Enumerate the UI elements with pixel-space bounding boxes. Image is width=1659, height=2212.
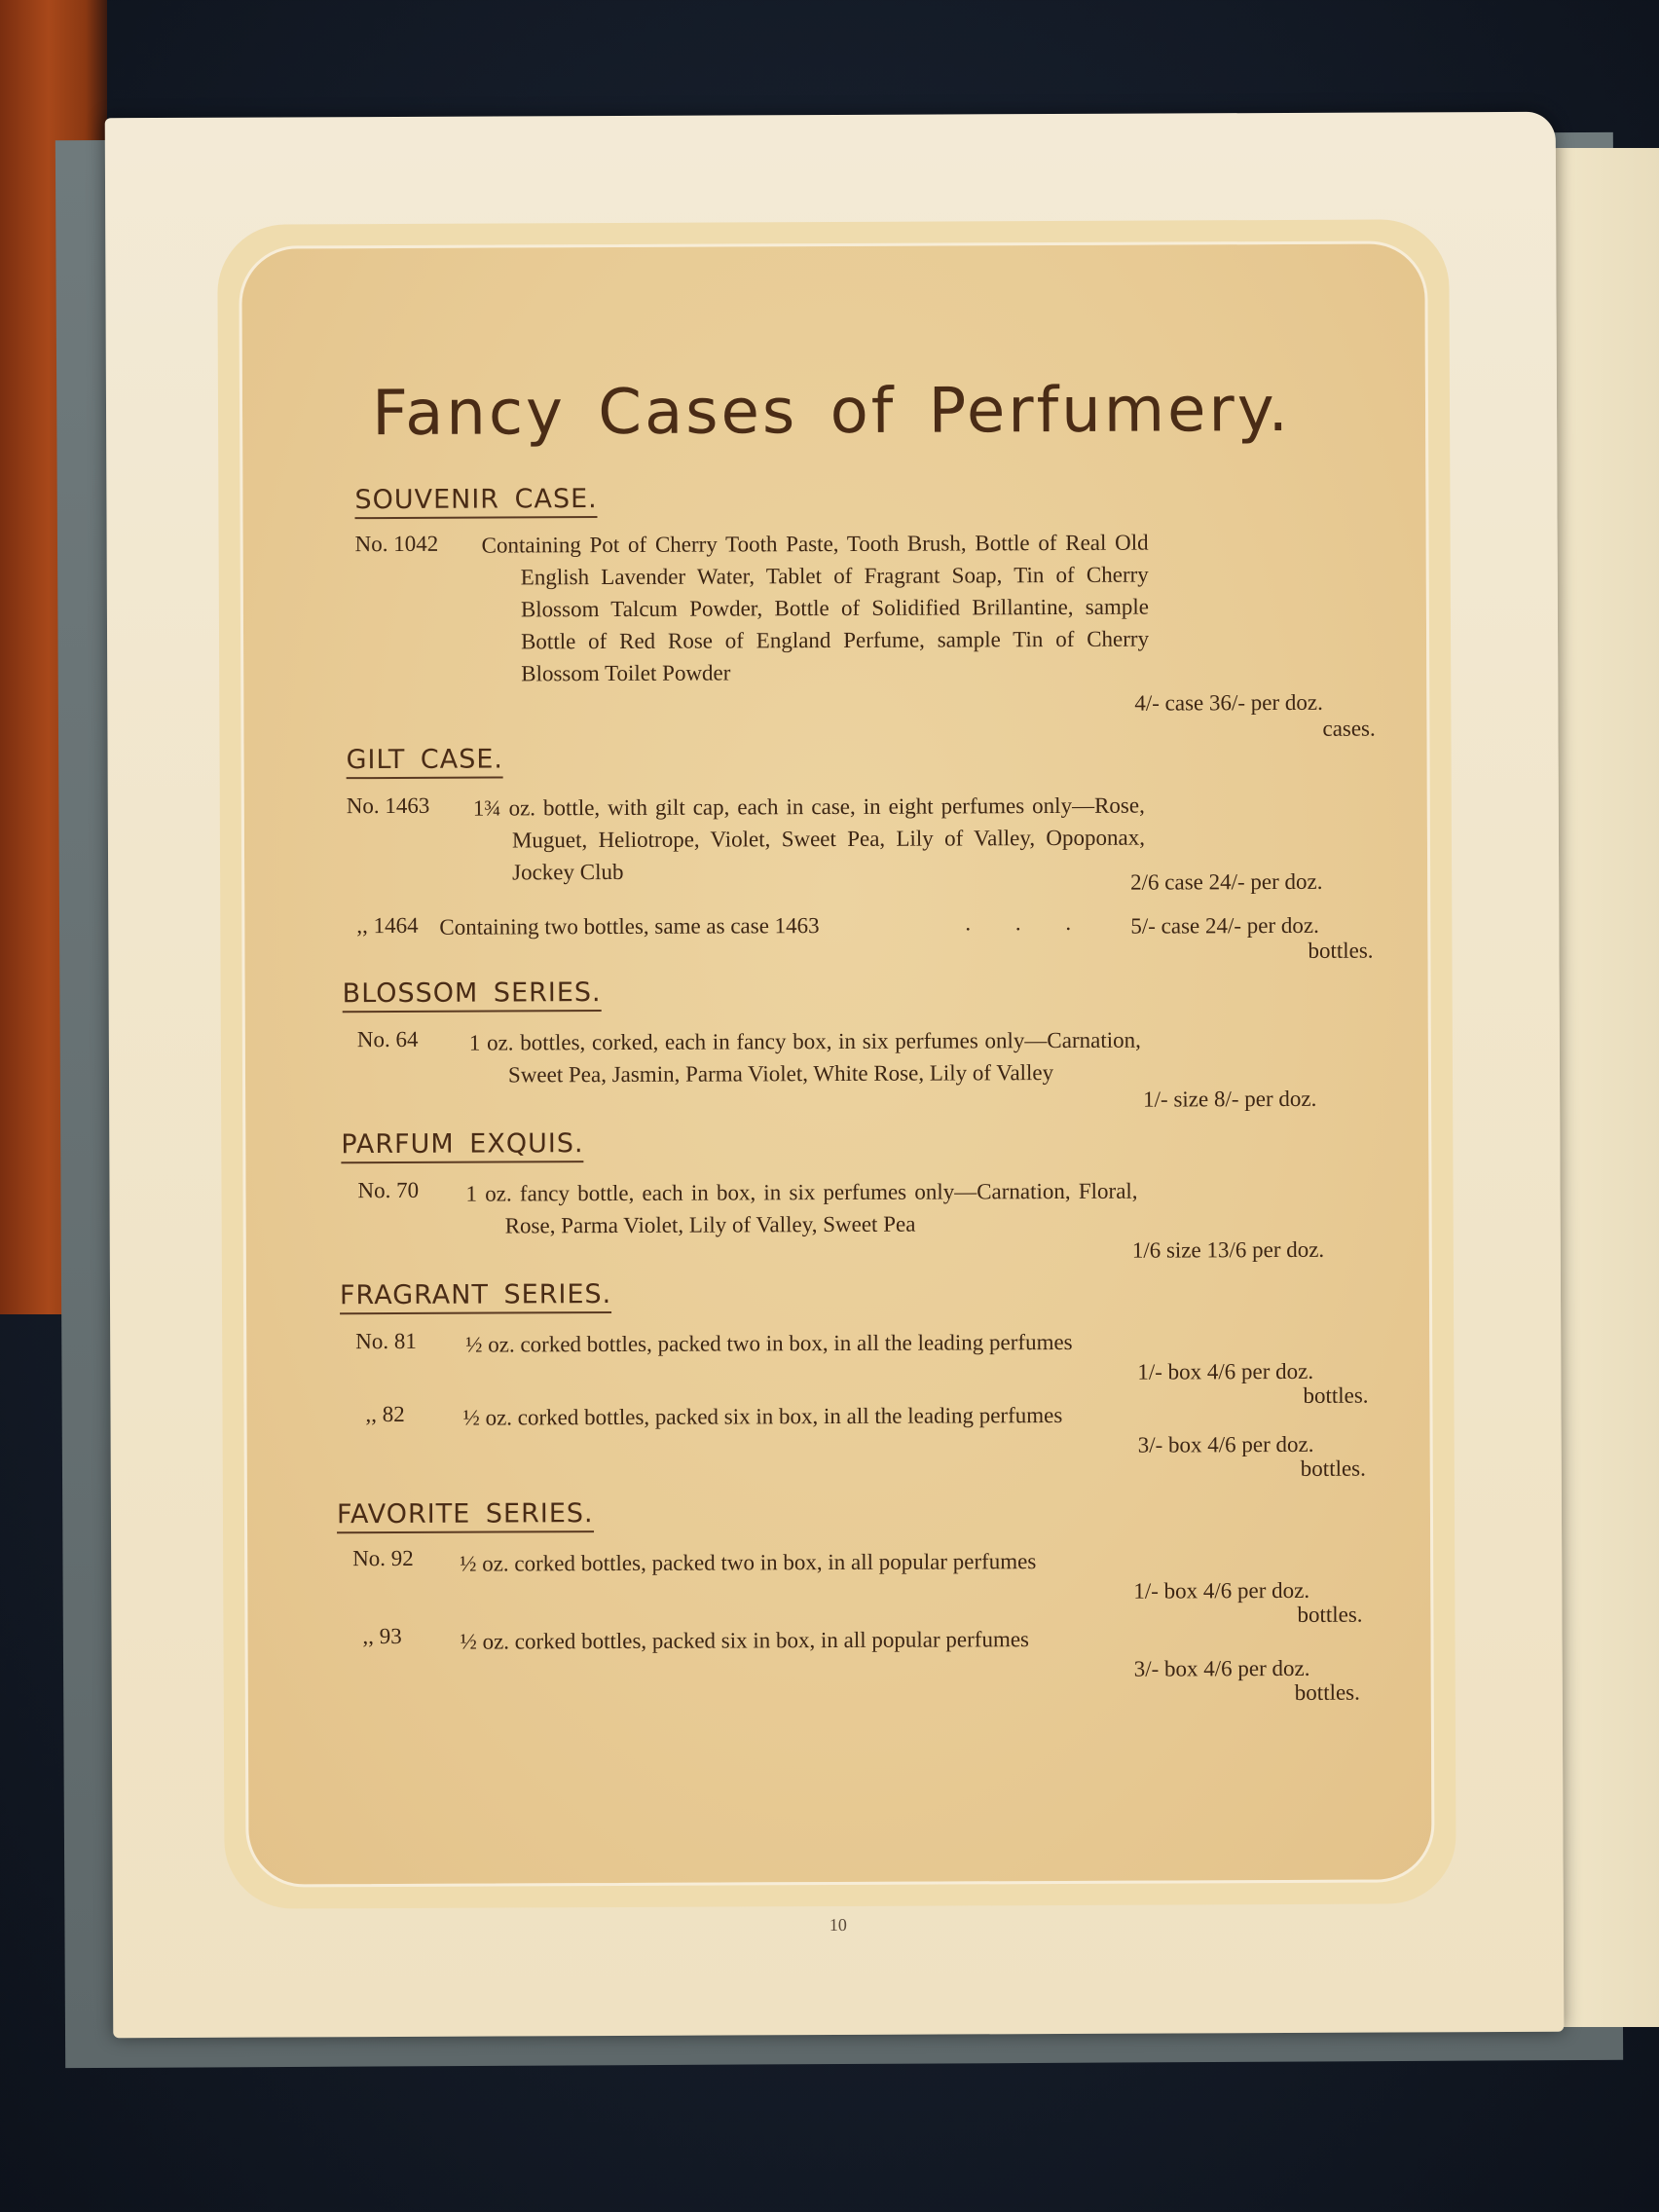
item-number: No. 81 (355, 1328, 417, 1354)
catalogue-page (105, 112, 1565, 2038)
section-heading-favorite: FAVORITE SERIES. (337, 1498, 594, 1533)
item-price-unit: bottles. (1303, 1382, 1369, 1408)
item-price-unit: cases. (1322, 716, 1376, 741)
item-description: ½ oz. corked bottles, packed six in box, in all the leading perfumes (462, 1402, 1063, 1430)
item-description: ½ oz. corked bottles, packed two in box, in all the leading perfumes (465, 1329, 1073, 1357)
item-description: Containing two bottles, same as case 1463 (439, 913, 820, 940)
section-heading-gilt: GILT CASE. (347, 744, 504, 779)
item-price: 1/- box 4/6 per doz. (1137, 1358, 1314, 1384)
item-price: 1/6 size 13/6 per doz. (1131, 1236, 1325, 1263)
item-price: 3/- box 4/6 per doz. (1137, 1431, 1314, 1457)
item-price: 1/- size 8/- per doz. (1143, 1086, 1317, 1112)
item-description: Containing Pot of Cherry Tooth Paste, Tooth Brush, Bottle of Real Old English Lavender Water, Tablet of Fragrant Soap, Tin of Cherry Blossom Talcum Powder, Bottle of Solidified Brillantine, sample Bottle of Red Rose of England Perfume, sample Tin of Cherry Blossom Toilet Powder (481, 530, 1150, 686)
section-heading-blossom: BLOSSOM SERIES. (343, 977, 602, 1013)
page-title: Fancy Cases of Perfumery. (372, 373, 1292, 451)
item-description: 1¾ oz. bottle, with gilt cap, each in case, in eight perfumes only—Rose, Muguet, Heliotrope, Violet, Sweet Pea, Lily of Valley, Opoponax, Jockey Club (472, 793, 1145, 885)
item-price: 3/- box 4/6 per doz. (1133, 1655, 1310, 1681)
item-price: 2/6 case 24/- per doz. (1130, 868, 1323, 895)
section-heading-parfum: PARFUM EXQUIS. (341, 1128, 583, 1163)
item-price-unit: bottles. (1297, 1602, 1363, 1627)
item-price: 4/- case 36/- per doz. (1134, 689, 1323, 716)
section-heading-fragrant: FRAGRANT SERIES. (340, 1279, 611, 1314)
item-price: 5/- case 24/- per doz. (1130, 912, 1319, 939)
item-description: 1 oz. bottles, corked, each in fancy box, in six perfumes only—Carnation, Sweet Pea, Jasmin, Parma Violet, White Rose, Lily of Valley (468, 1027, 1141, 1088)
item-price-unit: bottles. (1308, 938, 1374, 963)
item-price-unit: bottles. (1294, 1679, 1360, 1705)
page-number: 10 (829, 1914, 847, 1936)
item-number: ,, 82 (365, 1401, 405, 1427)
item-description: ½ oz. corked bottles, packed six in box, in all popular perfumes (460, 1627, 1030, 1654)
item-number: ,, 1464 (356, 912, 419, 939)
item-number: ,, 93 (362, 1623, 402, 1649)
item-price-unit: bottles. (1300, 1456, 1366, 1481)
item-description: 1 oz. fancy bottle, each in box, in six perfumes only—Carnation, Floral, Rose, Parma Violet, Lily of Valley, Sweet Pea (465, 1178, 1138, 1238)
item-number: No. 1463 (346, 793, 430, 819)
leader-dots: . . . (965, 909, 1091, 936)
item-number: No. 92 (352, 1545, 414, 1571)
item-number: No. 70 (357, 1177, 420, 1203)
item-number: No. 1042 (354, 531, 439, 557)
item-number: No. 64 (356, 1026, 419, 1052)
section-heading-souvenir: SOUVENIR CASE. (354, 484, 597, 519)
item-price: 1/- box 4/6 per doz. (1133, 1577, 1310, 1604)
item-description: ½ oz. corked bottles, packed two in box, in all popular perfumes (460, 1549, 1037, 1576)
